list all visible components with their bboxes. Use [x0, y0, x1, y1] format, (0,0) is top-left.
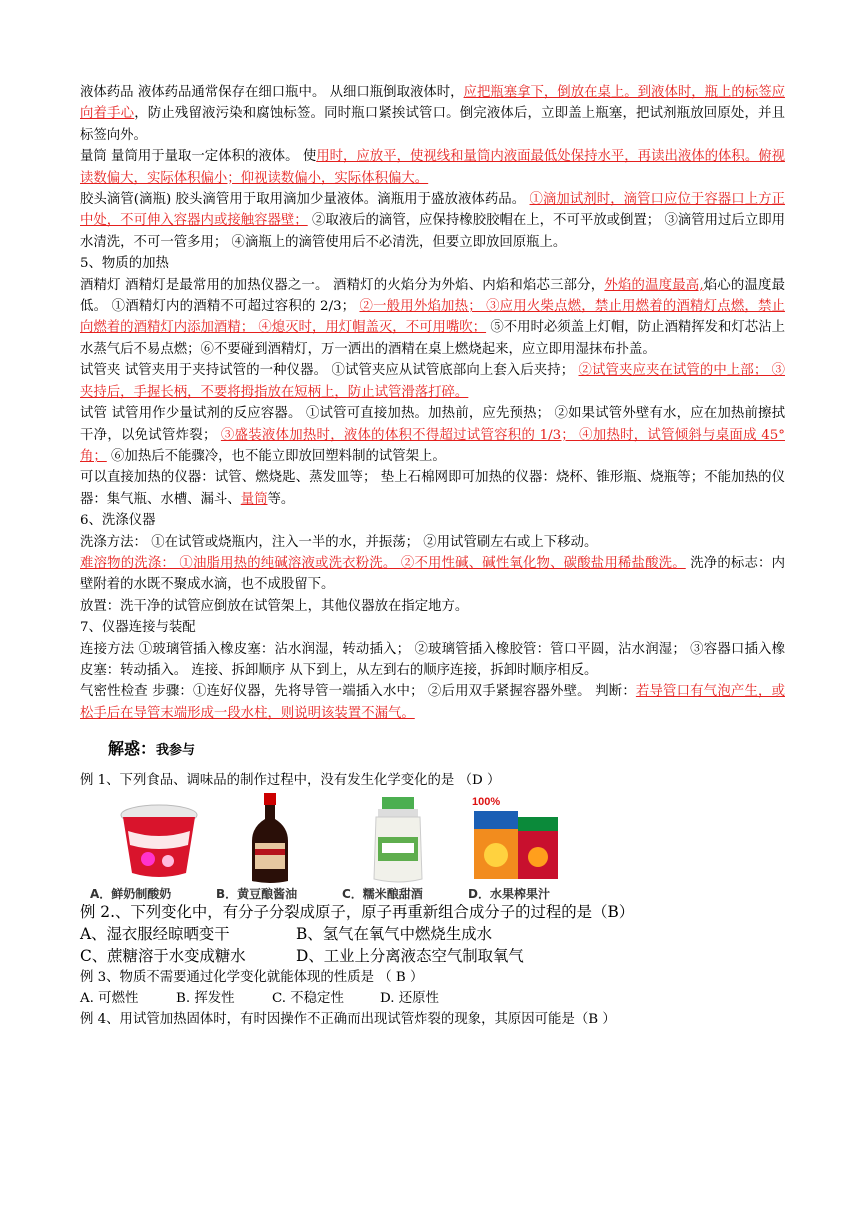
juice-boxes-image — [468, 793, 568, 885]
paragraph-heatable-instruments: 可以直接加热的仪器：试管、燃烧匙、蒸发皿等； 垫上石棉网即可加热的仪器：烧杯、锥形瓶、烧瓶等；不能加热的仪器：集气瓶、水槽、漏斗、量筒等。 — [80, 470, 785, 507]
option-c-label: C．糯米酿甜酒 — [342, 887, 423, 902]
soy-sauce-bottle-image — [248, 793, 292, 885]
paragraph-hard-residue: 难溶物的洗涤： ①油脂用热的纯碱溶液或洗衣粉洗。 ②不用性碱、碱性氧化物、碳酸盐用稀盐酸洗。 洗净的标志：内壁附着的水既不聚成水滴，也不成股留下。 — [80, 555, 785, 593]
rice-wine-jar-image — [368, 797, 428, 885]
paragraph-connection: 连接方法 ①玻璃管插入橡皮塞：沾水润湿，转动插入； ②玻璃管插入橡胶管：管口平圆，沾水润湿； ③容器口插入橡皮塞：转动插入。 连接、拆卸顺序 从下到上，从左到右的顺序连接，拆卸时顺序相反。 — [80, 641, 785, 678]
example-3-question: 例 3、物质不需要通过化学变化就能体现的性质是 （ B ） — [80, 970, 424, 986]
juice-badge-label: 100% — [472, 796, 501, 809]
option-d-label: D．水果榨果汁 — [468, 887, 550, 902]
document-page — [80, 82, 785, 1030]
heading-washing: 6、洗涤仪器 — [80, 513, 156, 529]
heading-assembly: 7、仪器连接与装配 — [80, 620, 196, 636]
example-3-options: A. 可燃性 B. 挥发性 C. 不稳定性 D. 还原性 — [80, 991, 439, 1007]
paragraph-airtightness: 气密性检查 步骤：①连好仪器，先将导管一端插入水中； ②后用双手紧握容器外壁。 判断：若导管口有气泡产生，或松手后在导管末端形成一段水柱，则说明该装置不漏气。 — [80, 684, 785, 721]
paragraph-placement: 放置：洗干净的试管应倒放在试管架上，其他仪器放在指定地方。 — [80, 598, 469, 614]
paragraph-washing-method: 洗涤方法： ①在试管或烧瓶内，注入一半的水，并振荡； ②用试管刷左右或上下移动。 — [80, 534, 598, 550]
example-2-question: 例 2.、下列变化中，有分子分裂成原子，原子再重新组合成分子的过程的是（B） — [80, 903, 635, 922]
yogurt-cup-image — [118, 801, 200, 881]
example-1-question: 例 1、下列食品、调味品的制作过程中，没有发生化学变化的是 （D ） — [80, 773, 501, 789]
paragraph-measuring-cylinder: 量筒 量筒用于量取一定体积的液体。 使用时，应放平，使视线和量筒内液面最低处保持水平，再读出液体的体积。俯视读数偏大，实际体积偏小；仰视读数偏小，实际体积偏大。 — [80, 149, 785, 186]
paragraph-liquid-reagent: 液体药品 液体药品通常保存在细口瓶中。 从细口瓶倒取液体时，应把瓶塞拿下，倒放在桌上。到液体时，瓶上的标签应向着手心，防止残留液污染和腐蚀标签。同时瓶口紧挨试管口。倒完液体后，立即盖上瓶塞，把试剂瓶放回原处，并且标签向外。 — [80, 85, 786, 143]
option-a-label: A．鲜奶制酸奶 — [90, 887, 172, 902]
heading-heating: 5、物质的加热 — [80, 256, 169, 272]
paragraph-alcohol-lamp: 酒精灯 酒精灯是最常用的加热仪器之一。 酒精灯的火焰分为外焰、内焰和焰芯三部分，外焰的温度最高,焰心的温度最低。 ①酒精灯内的酒精不可超过容积的 2/3； ②一般用外焰加热； ③应用火柴点燃，禁止用燃着的酒精灯点燃，禁止向燃着的酒精灯内添加酒精； ④熄灭时，用灯帽盖灭，不可用嘴吹； ⑤不用时必须盖上灯帽，防止酒精挥发和灯芯沾上水蒸气后不易点燃；⑥不要碰到酒精灯，万一洒出的酒精在桌上燃烧起来，应立即用湿抹布扑盖。 — [80, 277, 785, 357]
section-title: 解惑：我参与 — [108, 739, 196, 759]
paragraph-test-tube: 试管 试管用作少量试剂的反应容器。 ①试管可直接加热。加热前，应先预热； ②如果试管外壁有水，应在加热前擦拭干净，以免试管炸裂； ③盛装液体加热时，液体的体积不得超过试管容积的 1/3； ④加热时，试管倾斜与桌面成 45° 角； ⑥加热后不能骤冷，也不能立即放回塑料制的试管架上。 — [80, 406, 785, 464]
example-1-images — [80, 793, 580, 901]
example-4-question: 例 4、用试管加热固体时，有时因操作不正确而出现试管炸裂的现象，其原因可能是（B ） — [80, 1012, 616, 1028]
example-1-options — [80, 885, 570, 901]
paragraph-dropper: 胶头滴管(滴瓶) 胶头滴管用于取用滴加少量液体。滴瓶用于盛放液体药品。 ①滴加试剂时，滴管口应位于容器口上方正中处，不可伸入容器内或接触容器壁； ②取液后的滴管，应保持橡胶胶帽在上，不可平放或倒置； ③滴管用过后立即用水清洗，不可一管多用； ④滴瓶上的滴管使用后不必清洗，但要立即放回原瓶上。 — [80, 192, 786, 250]
option-b-label: B．黄豆酿酱油 — [216, 887, 298, 902]
example-2-options-row2: C、蔗糖溶于水变成糖水 D、工业上分离液态空气制取氧气 — [80, 947, 524, 966]
example-2-options-row1: A、湿衣服经晾晒变干 B、氢气在氧气中燃烧生成水 — [80, 925, 492, 944]
paragraph-test-tube-holder: 试管夹 试管夹用于夹持试管的一种仪器。 ①试管夹应从试管底部向上套入后夹持； ②试管夹应夹在试管的中上部； ③夹持后，手握长柄，不要将拇指放在短柄上，防止试管滑落打碎。 — [80, 363, 785, 400]
